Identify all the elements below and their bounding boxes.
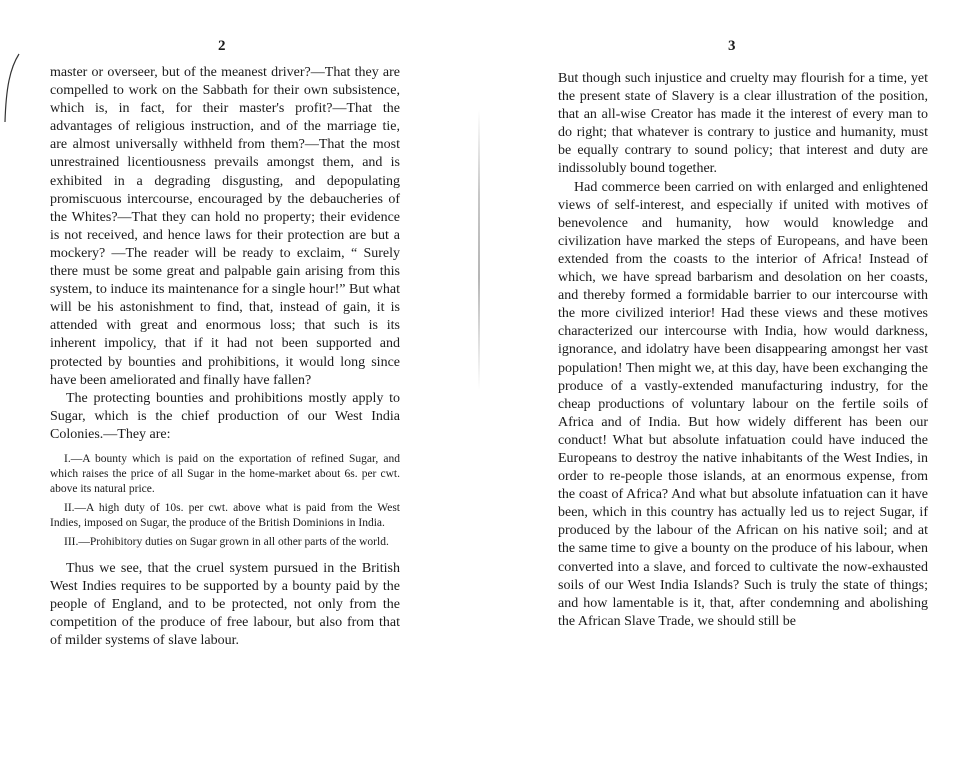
paragraph: master or overseer, but of the meanest driver?—That they are compelled to work on the Sabbath for their own subsistence, which is, in fact, for their master's profit?—That the advantages of religious instruction, and of the marriage tie, are almost universally withheld from them?—That the most unrestrained licentiousness prevails amongst them, and is exhibited in a degrading disgusting, and depopulating promiscuous intercourse, encouraged by the debaucheries of the Whites?—That they can hold no property; their evidence is not received, and hence laws for their protection are but a mockery? —The reader will be ready to exclaim, “ Surely there must be some great and palpable gain arising from this system, to induce its maintenance for a single hour!” But what will be his astonishment to find, that, instead of gain, it is attended with great and enormous loss; that such is its inherent impolicy, that if it had not been supported and protected by bounties and prohibitions, it would long since have been ameliorated and finally have fallen? (50, 65, 400, 388)
list-item: II.—A high duty of 10s. per cwt. above what is paid from the West Indies, imposed on Sugar, the produce of the British Dominions in India. (50, 501, 400, 529)
paragraph: The protecting bounties and prohibitions mostly apply to Sugar, which is the chief production of our West India Colonies.—They are: (50, 390, 400, 442)
list-item: III.—Prohibitory duties on Sugar grown in all other parts of the world. (64, 535, 389, 548)
paragraph: Thus we see, that the cruel system pursued in the British West Indies requires to be supported by a bounty paid by the people of England, and to be protected, not only from the competition of the produce of free labour, but also from that of milder systems of slave labour. (50, 560, 400, 649)
page-number-right: 3 (728, 38, 736, 54)
bounties-list (50, 452, 400, 550)
right-page (490, 0, 980, 758)
left-page-body (50, 64, 400, 650)
right-page-body (558, 70, 928, 631)
paragraph: Had commerce been carried on with enlarged and enlightened views of self-interest, and especially if united with motives of benevolence and humanity, how would knowledge and civilization have marked the steps of Europeans, and have been extended from the coasts to the interior of Africa! Instead of which, we have spread barbarism and desolation on her coasts, and thereby formed a formidable barrier to our intercourse with the more civilized interior! Had these views and these motives characterized our intercourse with India, how would darkness, ignorance, and idolatry have been disappearing amongst her vast population! Then might we, at this day, have been exchanging the produce of a vastly-extended manufacturing industry, for the cheap productions of voluntary labour on the fertile soils of Africa and of India. But how widely different has been our conduct! What but absolute infatuation could have induced the Europeans to destroy the native inhabitants of the West Indies, in order to re-people those islands, at an enormous expense, from the coast of Africa? And what but absolute infatuation can it have been, which in this country has actually led us to reject Sugar, if produced by the labour of the African on his native soil; and at the same time to give a bounty on the produce of his labour, when converted into a slave, and forced to cultivate the now-exhausted soils of our West India Islands? Such is truly the state of things; and how lamentable is it, that, after condemning and abolishing the African Slave Trade, we should still be (558, 179, 928, 629)
margin-pencil-mark (2, 48, 22, 128)
gutter-shadow (478, 110, 480, 390)
page-number-left: 2 (218, 38, 226, 54)
list-item: I.—A bounty which is paid on the exportation of refined Sugar, and which raises the price of all Sugar in the home-market about 6s. per cwt. above its natural price. (50, 452, 400, 495)
paragraph: But though such injustice and cruelty may flourish for a time, yet the present state of Slavery is a clear illustration of the position, that an all-wise Creator has made it the interest of every man to do right; that whatever is contrary to justice and humanity, must be equally contrary to sound policy; that interest and duty are indissolubly bound together. (558, 71, 928, 177)
